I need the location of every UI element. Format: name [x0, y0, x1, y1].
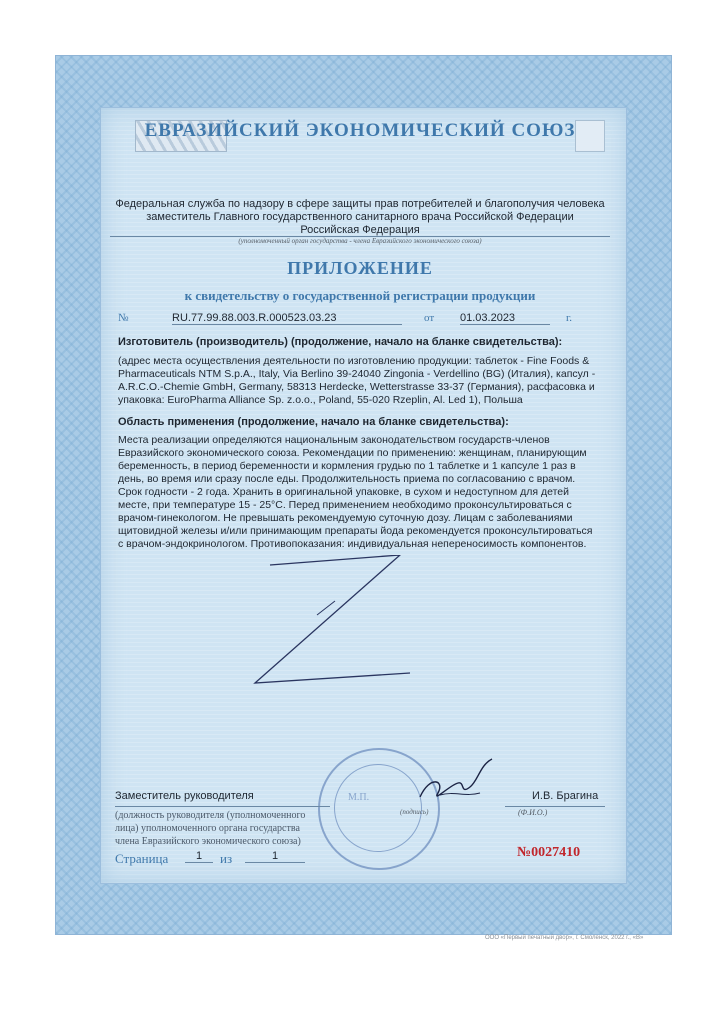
handwritten-signature	[410, 755, 500, 810]
agency-line-1: Федеральная служба по надзору в сфере защиты прав потребителей и благополучия человека	[115, 198, 605, 210]
total-pages: 1	[245, 850, 305, 863]
position-underline	[115, 806, 330, 807]
signatory-position: Заместитель руководителя	[115, 790, 254, 802]
manufacturer-line: A.R.C.O.-Chemie GmbH, Germany, 58313 Herdecke, Wetterstrasse 33-37 (Германия), расфасовка и	[118, 381, 595, 393]
appendix-subtitle: к свидетельству о государственной регистрации продукции	[184, 288, 536, 303]
page-label: Страница	[115, 851, 169, 866]
printer-note: ООО «Первый печатный двор», г. Смоленск, 2022 г., «В»	[485, 935, 644, 941]
scope-line: щитовидной железы и/или принимающим препараты йода рекомендуется проконсультироваться	[118, 525, 593, 537]
agency-line-2: заместитель Главного государственного санитарного врача Российской Федерации	[146, 211, 574, 223]
year-suffix: г.	[566, 312, 573, 324]
manufacturer-line: Pharmaceuticals NTM S.p.A., Italy, Via Berlino 39-24040 Zingonia - Verdellino (BG) (Италия), капсул -	[118, 368, 596, 380]
signatory-name: И.В. Брагина	[532, 790, 599, 802]
position-caption-2: лица) уполномоченного органа государства	[115, 823, 300, 834]
union-title: ЕВРАЗИЙСКИЙ ЭКОНОМИЧЕСКИЙ СОЮЗ	[144, 120, 576, 141]
agency-line-3: Российская Федерация	[300, 224, 420, 236]
position-caption-3: члена Евразийского экономического союза)	[115, 836, 301, 847]
scope-line: день, во время или сразу после еды. Продолжительность приема по согласованию с врачом.	[118, 473, 576, 485]
agency-caption: (уполномоченный орган государства - члена Евразийского экономического союза)	[110, 236, 610, 245]
scope-line: с врачом-эндокринологом. Противопоказания: индивидуальная непереносимость компонентов.	[118, 538, 587, 550]
scope-line: Места реализации определяются национальным законодательством государств-членов	[118, 434, 550, 446]
date-from-label: от	[424, 312, 435, 324]
appendix-title: ПРИЛОЖЕНИЕ	[287, 258, 433, 278]
position-caption-1: (должность руководителя (уполномоченного	[115, 810, 306, 821]
blank-serial-number: №0027410	[517, 845, 581, 860]
scope-heading: Область применения (продолжение, начало на бланке свидетельства):	[118, 416, 509, 428]
scope-line: Срок годности - 2 года. Хранить в оригинальной упаковке, в сухом и недоступном для детей	[118, 486, 570, 498]
z-line-closure-mark	[225, 555, 425, 695]
number-label: №	[118, 312, 129, 324]
manufacturer-line: упаковка: EuroPharma Alliance Sp. z.o.o., Poland, 55-020 Rzeplin, Al. Led 1), Польша	[118, 394, 523, 406]
signature-caption: (подпись)	[400, 808, 429, 816]
scope-line: беременность, в период беременности и кормления грудью по 1 таблетке и 1 капсуле 1 раз в	[118, 460, 576, 472]
manufacturer-line: (адрес места осуществления деятельности по изготовлению продукции: таблеток - Fine Foods &	[118, 355, 590, 367]
stamp-mark: М.П.	[348, 792, 370, 803]
scope-line: Евразийского экономического союза. Рекомендации по применению: женщинам, планирующим	[118, 447, 587, 459]
scope-line: врачом-гинекологом. Не превышать рекомендуемую суточную дозу. Лицам с заболеваниями	[118, 512, 573, 524]
of-label: из	[220, 851, 233, 866]
registration-date: 01.03.2023	[460, 312, 550, 325]
name-caption: (Ф.И.О.)	[518, 808, 548, 817]
page-number: 1	[185, 850, 213, 863]
registration-number: RU.77.99.88.003.R.000523.03.23	[172, 312, 402, 325]
manufacturer-heading: Изготовитель (производитель) (продолжение, начало на бланке свидетельства):	[118, 336, 563, 348]
scope-line: месте, при температуре 15 - 25°С. Перед применением необходимо проконсультироваться с	[118, 499, 572, 511]
name-underline	[505, 806, 605, 807]
